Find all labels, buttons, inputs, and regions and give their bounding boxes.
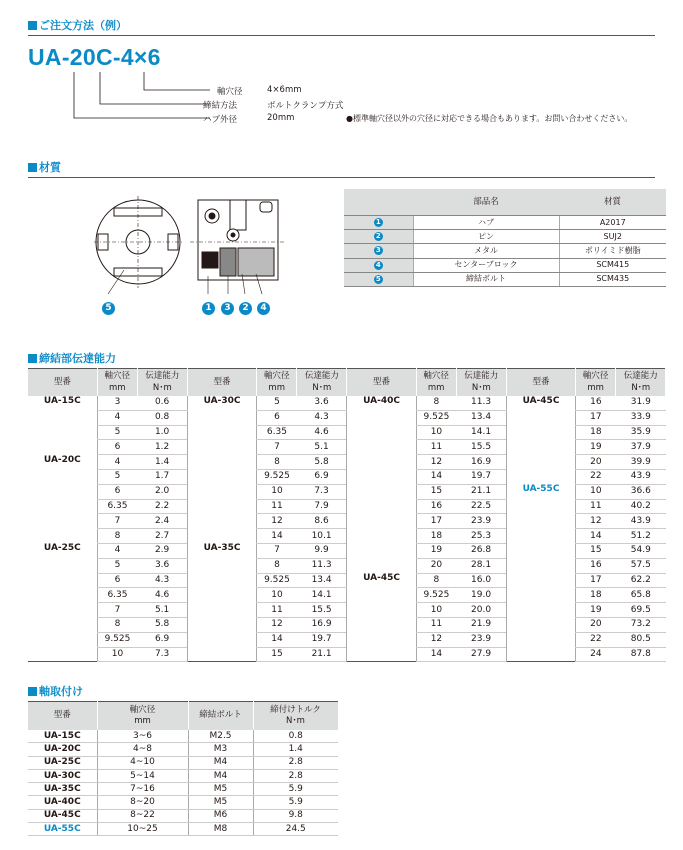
square-bullet-icon xyxy=(28,163,37,172)
torque-capacity-cell: 5.1 xyxy=(297,440,347,455)
torque-header-bore: 軸穴径 mm xyxy=(416,369,456,397)
torque-capacity-cell: 5.8 xyxy=(137,617,187,632)
mount-model-cell: UA-35C xyxy=(28,783,97,796)
torque-capacity-cell: 20.0 xyxy=(456,603,506,618)
torque-capacity-cell: 23.9 xyxy=(456,514,506,529)
torque-capacity-cell: 10.1 xyxy=(297,529,347,544)
coupling-side-view xyxy=(108,200,286,294)
torque-capacity-cell: 16.9 xyxy=(456,455,506,470)
material-part-name: メタル xyxy=(413,244,559,258)
mount-model-cell: UA-30C xyxy=(28,769,97,782)
torque-header-capacity: 伝達能力 N･m xyxy=(137,369,187,397)
torque-bore-cell: 5 xyxy=(97,469,137,484)
torque-section-title: 締結部伝達能力 xyxy=(28,350,116,366)
torque-bore-cell: 10 xyxy=(97,647,137,662)
material-value: SUJ2 xyxy=(559,230,666,244)
torque-capacity-cell: 35.9 xyxy=(616,425,666,440)
mount-torque-cell: 24.5 xyxy=(253,823,338,836)
mount-header-torque: 締付けトルク N･m xyxy=(253,702,338,731)
torque-capacity-cell: 43.9 xyxy=(616,469,666,484)
material-part-name: センターブロック xyxy=(413,258,559,272)
torque-capacity-cell: 2.9 xyxy=(137,543,187,558)
material-section-title: 材質 xyxy=(28,159,61,175)
mount-header-bore: 軸穴径 mm xyxy=(97,702,188,731)
mount-model-cell: UA-55C xyxy=(28,823,97,836)
torque-header-model: 型番 xyxy=(28,369,97,397)
torque-capacity-cell: 19.0 xyxy=(456,588,506,603)
square-bullet-icon xyxy=(28,354,37,363)
torque-capacity-cell: 5.8 xyxy=(297,455,347,470)
mount-torque-cell: 5.9 xyxy=(253,796,338,809)
material-row xyxy=(344,258,666,272)
order-code-leader-lines xyxy=(60,70,210,122)
number-circle-icon: 2 xyxy=(374,232,383,241)
torque-model-cell: UA-35C xyxy=(187,543,256,661)
torque-bore-cell: 7 xyxy=(97,514,137,529)
torque-bore-cell: 22 xyxy=(576,469,616,484)
torque-model-cell: UA-45C xyxy=(347,573,416,662)
material-value: ポリイミド樹脂 xyxy=(559,244,666,258)
torque-model-cell: UA-25C xyxy=(28,543,97,661)
torque-bore-cell: 11 xyxy=(576,499,616,514)
torque-bore-cell: 14 xyxy=(257,632,297,647)
square-bullet-icon xyxy=(28,21,37,30)
torque-bore-cell: 10 xyxy=(416,425,456,440)
torque-bore-cell: 19 xyxy=(416,543,456,558)
torque-capacity-cell: 26.8 xyxy=(456,543,506,558)
torque-bore-cell: 18 xyxy=(576,588,616,603)
mount-header-model: 型番 xyxy=(28,702,97,731)
torque-capacity-cell: 57.5 xyxy=(616,558,666,573)
divider xyxy=(28,177,655,178)
torque-bore-cell: 7 xyxy=(97,603,137,618)
torque-bore-cell: 9.525 xyxy=(416,588,456,603)
torque-bore-cell: 8 xyxy=(257,455,297,470)
mount-model-cell: UA-20C xyxy=(28,743,97,756)
torque-model-cell: UA-45C xyxy=(506,396,575,484)
torque-bore-cell: 8 xyxy=(416,573,456,588)
torque-bore-cell: 11 xyxy=(257,603,297,618)
material-row-number xyxy=(344,272,413,286)
torque-capacity-cell: 21.1 xyxy=(456,484,506,499)
torque-capacity-cell: 3.6 xyxy=(297,396,347,410)
torque-bore-cell: 10 xyxy=(576,484,616,499)
torque-capacity-cell: 2.2 xyxy=(137,499,187,514)
torque-bore-cell: 11 xyxy=(257,499,297,514)
mount-torque-cell: 2.8 xyxy=(253,769,338,782)
torque-capacity-cell: 69.5 xyxy=(616,603,666,618)
torque-bore-cell: 17 xyxy=(576,410,616,425)
torque-bore-cell: 12 xyxy=(416,632,456,647)
divider xyxy=(28,35,655,36)
torque-capacity-cell: 80.5 xyxy=(616,632,666,647)
torque-bore-cell: 6.35 xyxy=(257,425,297,440)
torque-capacity-cell: 3.6 xyxy=(137,558,187,573)
mount-bore-cell: 4~10 xyxy=(97,756,188,769)
torque-bore-cell: 11 xyxy=(416,617,456,632)
order-code: UA-20C-4×6 xyxy=(28,44,161,70)
mount-table xyxy=(28,701,339,836)
torque-bore-cell: 9.525 xyxy=(257,469,297,484)
torque-bore-cell: 14 xyxy=(257,529,297,544)
mount-row xyxy=(28,783,338,796)
torque-capacity-cell: 4.3 xyxy=(297,410,347,425)
mount-torque-cell: 1.4 xyxy=(253,743,338,756)
mount-bolt-cell: M4 xyxy=(188,756,253,769)
torque-bore-cell: 11 xyxy=(416,440,456,455)
torque-capacity-cell: 33.9 xyxy=(616,410,666,425)
torque-bore-cell: 4 xyxy=(97,410,137,425)
torque-capacity-cell: 0.8 xyxy=(137,410,187,425)
material-header-blank xyxy=(344,189,413,216)
callout-4: 4 xyxy=(257,302,270,315)
torque-bore-cell: 5 xyxy=(97,425,137,440)
torque-capacity-cell: 31.9 xyxy=(616,396,666,410)
torque-bore-cell: 6.35 xyxy=(97,588,137,603)
mount-torque-cell: 5.9 xyxy=(253,783,338,796)
torque-model-cell: UA-20C xyxy=(28,455,97,544)
torque-table xyxy=(28,368,666,662)
torque-bore-cell: 20 xyxy=(416,558,456,573)
torque-bore-cell: 15 xyxy=(257,647,297,662)
torque-capacity-cell: 39.9 xyxy=(616,455,666,470)
material-part-name: ハブ xyxy=(413,216,559,230)
callout-3: 3 xyxy=(221,302,234,315)
mount-row xyxy=(28,769,338,782)
torque-capacity-cell: 0.6 xyxy=(137,396,187,410)
mount-row xyxy=(28,743,338,756)
torque-bore-cell: 19 xyxy=(576,603,616,618)
torque-capacity-cell: 43.9 xyxy=(616,514,666,529)
torque-capacity-cell: 14.1 xyxy=(297,588,347,603)
material-row-number xyxy=(344,258,413,272)
material-row xyxy=(344,272,666,286)
callout-5: 5 xyxy=(102,302,115,315)
mount-model-cell: UA-25C xyxy=(28,756,97,769)
torque-bore-cell: 9.525 xyxy=(97,632,137,647)
torque-bore-cell: 8 xyxy=(257,558,297,573)
mount-bore-cell: 4~8 xyxy=(97,743,188,756)
torque-bore-cell: 18 xyxy=(416,529,456,544)
torque-bore-cell: 22 xyxy=(576,632,616,647)
torque-capacity-cell: 7.9 xyxy=(297,499,347,514)
torque-row xyxy=(28,396,666,410)
number-circle-icon: 4 xyxy=(374,261,383,270)
mount-bore-cell: 8~20 xyxy=(97,796,188,809)
torque-capacity-cell: 1.4 xyxy=(137,455,187,470)
material-row xyxy=(344,216,666,230)
mount-bolt-cell: M4 xyxy=(188,769,253,782)
torque-capacity-cell: 27.9 xyxy=(456,647,506,662)
torque-bore-cell: 6 xyxy=(97,440,137,455)
torque-capacity-cell: 36.6 xyxy=(616,484,666,499)
torque-bore-cell: 16 xyxy=(576,396,616,410)
material-value: SCM415 xyxy=(559,258,666,272)
torque-bore-cell: 20 xyxy=(576,455,616,470)
torque-capacity-cell: 4.3 xyxy=(137,573,187,588)
torque-header-bore: 軸穴径 mm xyxy=(97,369,137,397)
torque-capacity-cell: 13.4 xyxy=(456,410,506,425)
torque-capacity-cell: 2.0 xyxy=(137,484,187,499)
mount-bore-cell: 10~25 xyxy=(97,823,188,836)
torque-capacity-cell: 5.1 xyxy=(137,603,187,618)
mount-torque-cell: 2.8 xyxy=(253,756,338,769)
torque-capacity-cell: 1.7 xyxy=(137,469,187,484)
mount-bolt-cell: M2.5 xyxy=(188,730,253,743)
torque-capacity-cell: 19.7 xyxy=(297,632,347,647)
number-circle-icon: 3 xyxy=(374,246,383,255)
coupling-drawing xyxy=(90,190,290,302)
torque-capacity-cell: 23.9 xyxy=(456,632,506,647)
material-row xyxy=(344,230,666,244)
mount-torque-cell: 0.8 xyxy=(253,730,338,743)
torque-bore-cell: 5 xyxy=(257,396,297,410)
mount-row xyxy=(28,796,338,809)
torque-bore-cell: 9.525 xyxy=(257,573,297,588)
torque-capacity-cell: 51.2 xyxy=(616,529,666,544)
torque-capacity-cell: 1.2 xyxy=(137,440,187,455)
torque-bore-cell: 6 xyxy=(97,484,137,499)
torque-capacity-cell: 15.5 xyxy=(297,603,347,618)
torque-capacity-cell: 15.5 xyxy=(456,440,506,455)
torque-capacity-cell: 6.9 xyxy=(297,469,347,484)
torque-capacity-cell: 28.1 xyxy=(456,558,506,573)
torque-bore-cell: 5 xyxy=(97,558,137,573)
torque-bore-cell: 8 xyxy=(97,617,137,632)
material-header-material: 材質 xyxy=(559,189,666,216)
order-label-hub-diameter: ハブ外径 20mm xyxy=(203,113,295,125)
torque-capacity-cell: 2.4 xyxy=(137,514,187,529)
torque-header-bore: 軸穴径 mm xyxy=(257,369,297,397)
torque-capacity-cell: 21.1 xyxy=(297,647,347,662)
mount-row xyxy=(28,756,338,769)
mount-row xyxy=(28,823,338,836)
torque-header-capacity: 伝達能力 N･m xyxy=(297,369,347,397)
mount-bore-cell: 5~14 xyxy=(97,769,188,782)
material-part-name: ピン xyxy=(413,230,559,244)
mount-bolt-cell: M5 xyxy=(188,796,253,809)
mount-bolt-cell: M3 xyxy=(188,743,253,756)
material-value: SCM435 xyxy=(559,272,666,286)
torque-capacity-cell: 87.8 xyxy=(616,647,666,662)
torque-bore-cell: 3 xyxy=(97,396,137,410)
torque-bore-cell: 24 xyxy=(576,647,616,662)
torque-capacity-cell: 9.9 xyxy=(297,543,347,558)
order-section-title: ご注文方法（例） xyxy=(28,17,127,33)
torque-model-cell: UA-15C xyxy=(28,396,97,455)
material-row-number xyxy=(344,244,413,258)
torque-bore-cell: 19 xyxy=(576,440,616,455)
material-part-name: 締結ボルト xyxy=(413,272,559,286)
torque-header-capacity: 伝達能力 N･m xyxy=(616,369,666,397)
torque-bore-cell: 12 xyxy=(416,455,456,470)
mount-header-bolt: 締結ボルト xyxy=(188,702,253,731)
torque-header-model: 型番 xyxy=(347,369,416,397)
torque-capacity-cell: 11.3 xyxy=(456,396,506,410)
order-label-bore: 軸穴径 4×6mm xyxy=(217,85,302,97)
torque-bore-cell: 7 xyxy=(257,440,297,455)
torque-capacity-cell: 6.9 xyxy=(137,632,187,647)
torque-bore-cell: 17 xyxy=(576,573,616,588)
mount-model-cell: UA-45C xyxy=(28,809,97,822)
mount-torque-cell: 9.8 xyxy=(253,809,338,822)
torque-bore-cell: 14 xyxy=(416,469,456,484)
torque-header-capacity: 伝達能力 N･m xyxy=(456,369,506,397)
callout-2: 2 xyxy=(239,302,252,315)
torque-bore-cell: 12 xyxy=(257,514,297,529)
mount-bolt-cell: M8 xyxy=(188,823,253,836)
torque-capacity-cell: 1.0 xyxy=(137,425,187,440)
torque-capacity-cell: 16.0 xyxy=(456,573,506,588)
square-bullet-icon xyxy=(28,687,37,696)
torque-bore-cell: 6 xyxy=(97,573,137,588)
material-row-number xyxy=(344,230,413,244)
torque-capacity-cell: 22.5 xyxy=(456,499,506,514)
torque-capacity-cell: 73.2 xyxy=(616,617,666,632)
material-row xyxy=(344,244,666,258)
torque-bore-cell: 4 xyxy=(97,543,137,558)
torque-capacity-cell: 40.2 xyxy=(616,499,666,514)
material-header-part: 部品名 xyxy=(413,189,559,216)
torque-bore-cell: 8 xyxy=(416,396,456,410)
coupling-front-view xyxy=(94,196,182,288)
torque-model-cell: UA-40C xyxy=(347,396,416,573)
torque-capacity-cell: 7.3 xyxy=(297,484,347,499)
order-label-clamp: 締結方法 ボルトクランプ方式 xyxy=(203,101,344,111)
order-note: ●標準軸穴径以外の穴径に対応できる場合もあります。お問い合わせください。 xyxy=(346,114,633,123)
torque-model-cell: UA-55C xyxy=(506,484,575,662)
torque-bore-cell: 9.525 xyxy=(416,410,456,425)
torque-header-model: 型番 xyxy=(187,369,256,397)
number-circle-icon: 1 xyxy=(374,218,383,227)
torque-bore-cell: 14 xyxy=(576,529,616,544)
torque-bore-cell: 15 xyxy=(416,484,456,499)
number-circle-icon: 5 xyxy=(374,275,383,284)
mount-model-cell: UA-15C xyxy=(28,730,97,743)
material-value: A2017 xyxy=(559,216,666,230)
torque-bore-cell: 20 xyxy=(576,617,616,632)
torque-bore-cell: 10 xyxy=(416,603,456,618)
mount-row xyxy=(28,730,338,743)
torque-bore-cell: 17 xyxy=(416,514,456,529)
torque-bore-cell: 14 xyxy=(416,647,456,662)
torque-capacity-cell: 13.4 xyxy=(297,573,347,588)
torque-capacity-cell: 54.9 xyxy=(616,543,666,558)
torque-bore-cell: 10 xyxy=(257,588,297,603)
callout-1: 1 xyxy=(202,302,215,315)
torque-capacity-cell: 8.6 xyxy=(297,514,347,529)
torque-bore-cell: 15 xyxy=(576,543,616,558)
torque-bore-cell: 4 xyxy=(97,455,137,470)
torque-bore-cell: 12 xyxy=(257,617,297,632)
mount-bolt-cell: M6 xyxy=(188,809,253,822)
mount-bore-cell: 3~6 xyxy=(97,730,188,743)
mount-bore-cell: 8~22 xyxy=(97,809,188,822)
mount-row xyxy=(28,809,338,822)
torque-bore-cell: 7 xyxy=(257,543,297,558)
torque-capacity-cell: 14.1 xyxy=(456,425,506,440)
torque-header-bore: 軸穴径 mm xyxy=(576,369,616,397)
torque-capacity-cell: 16.9 xyxy=(297,617,347,632)
torque-capacity-cell: 37.9 xyxy=(616,440,666,455)
torque-capacity-cell: 21.9 xyxy=(456,617,506,632)
torque-capacity-cell: 65.8 xyxy=(616,588,666,603)
torque-capacity-cell: 62.2 xyxy=(616,573,666,588)
mount-section-title: 軸取付け xyxy=(28,683,83,699)
torque-capacity-cell: 7.3 xyxy=(137,647,187,662)
mount-bolt-cell: M5 xyxy=(188,783,253,796)
torque-bore-cell: 18 xyxy=(576,425,616,440)
torque-header-model: 型番 xyxy=(506,369,575,397)
torque-capacity-cell: 4.6 xyxy=(137,588,187,603)
mount-model-cell: UA-40C xyxy=(28,796,97,809)
torque-capacity-cell: 25.3 xyxy=(456,529,506,544)
torque-bore-cell: 10 xyxy=(257,484,297,499)
torque-capacity-cell: 2.7 xyxy=(137,529,187,544)
torque-model-cell: UA-30C xyxy=(187,396,256,543)
material-table xyxy=(344,189,666,287)
torque-bore-cell: 16 xyxy=(576,558,616,573)
material-row-number xyxy=(344,216,413,230)
torque-bore-cell: 12 xyxy=(576,514,616,529)
torque-capacity-cell: 11.3 xyxy=(297,558,347,573)
torque-bore-cell: 6 xyxy=(257,410,297,425)
torque-bore-cell: 16 xyxy=(416,499,456,514)
torque-capacity-cell: 19.7 xyxy=(456,469,506,484)
torque-bore-cell: 8 xyxy=(97,529,137,544)
torque-bore-cell: 6.35 xyxy=(97,499,137,514)
torque-capacity-cell: 4.6 xyxy=(297,425,347,440)
mount-bore-cell: 7~16 xyxy=(97,783,188,796)
